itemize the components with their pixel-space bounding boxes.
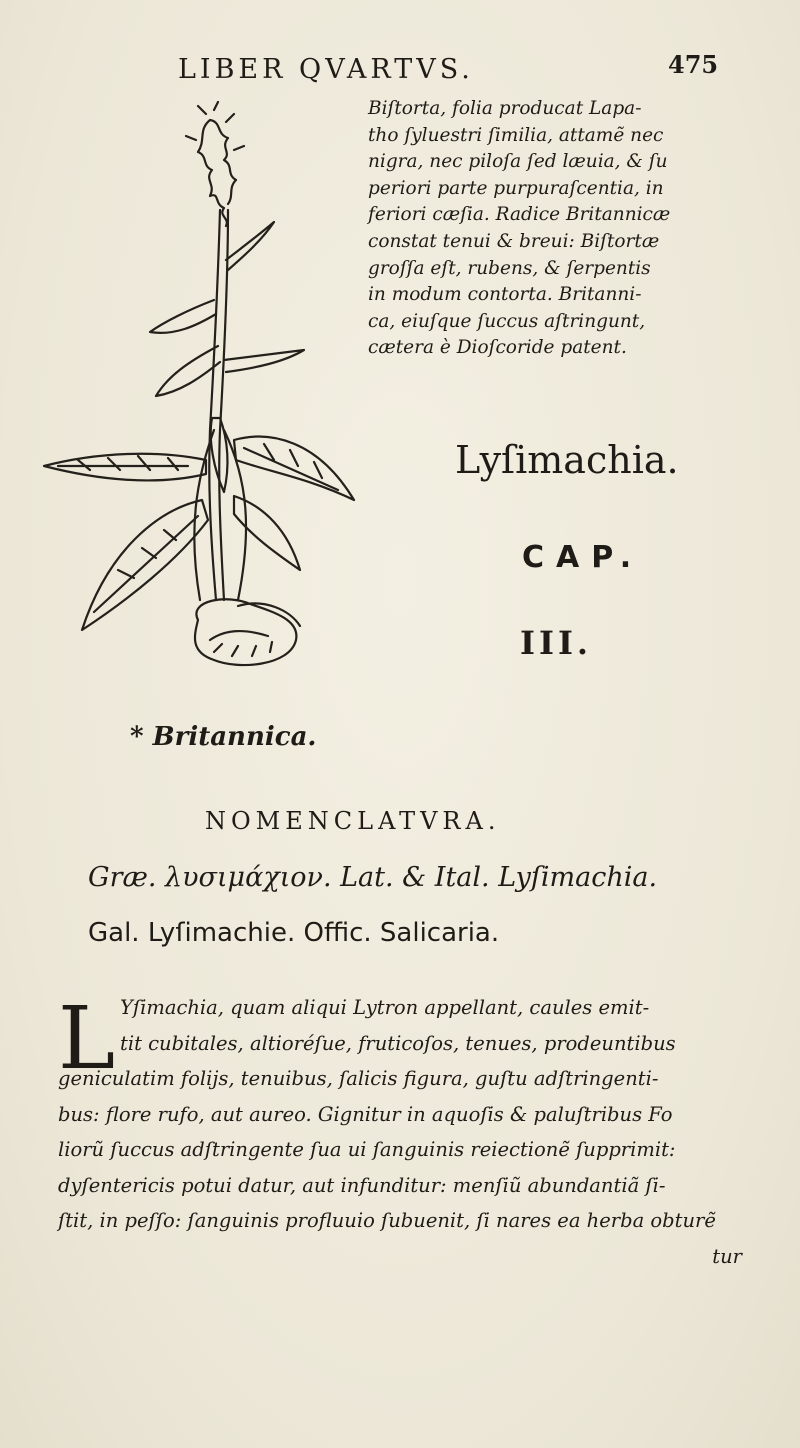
text-line: in modum contorta. Britanni-	[368, 284, 642, 306]
leaf-upper-right	[226, 222, 274, 270]
nomenclature-line: Græ. λυσιμάχιον. Lat. & Ital. Lyſimachia.	[88, 862, 658, 893]
plant-illustration	[38, 100, 364, 680]
text-line: ſtit, in peſſo: ſanguinis profluuio ſubuenit, ſi nares ea herba obturẽ	[58, 1209, 716, 1232]
nomenclature-heading: NOMENCLATVRA.	[205, 807, 501, 835]
running-header: LIBER QVARTVS.	[178, 54, 474, 85]
text-line: liorũ ſuccus adſtringente ſua ui ſanguinis reiectionẽ ſupprimit:	[58, 1138, 676, 1161]
leaf-mid-right	[234, 437, 354, 500]
text-line: bus: flore rufo, aut aureo. Gignitur in aquoſis & paluſtribus Fo	[58, 1102, 673, 1126]
drop-cap: L	[58, 989, 116, 1089]
text-line: dyſentericis potui datur, aut infunditur: menſiũ abundantiã ſi-	[58, 1173, 666, 1197]
main-stem	[209, 210, 220, 600]
flower-spike	[198, 120, 236, 226]
text-line: nigra, nec piloſa ſed læuia, & ſu	[368, 151, 668, 173]
chapter-number: III.	[520, 624, 593, 662]
text-line: geniculatim folijs, tenuibus, ſalicis figura, guſtu adſtringenti-	[58, 1067, 659, 1090]
text-line: Biſtorta, folia producat Lapa-	[368, 98, 642, 119]
text-line: tur	[712, 1244, 742, 1268]
chapter-title: Lyſimachia.	[455, 438, 679, 482]
body-text	[58, 990, 748, 1274]
top-text-block	[368, 96, 748, 362]
leaf-upper-left	[150, 300, 216, 333]
text-line: feriori cæſia. Radice Britannicæ	[368, 204, 671, 226]
text-line: constat tenui & breui: Biſtortæ	[368, 230, 660, 252]
text-line: ca, eiuſque ſuccus aſtringunt,	[368, 310, 646, 332]
text-line: groſſa eſt, rubens, & ſerpentis	[368, 257, 651, 279]
text-line: tho ſyluestri ſimilia, attamẽ nec	[368, 124, 664, 146]
nomenclature-line: Gal. Lyſimachie. Offic. Salicaria.	[88, 918, 500, 948]
text-line: tit cubitales, altioréſue, fruticoſos, tenues, prodeuntibus	[120, 1031, 676, 1055]
plant-caption: * Britannica.	[130, 722, 317, 752]
text-line: periori parte purpuraſcentia, in	[368, 177, 664, 199]
text-line: cætera è Dioſcoride patent.	[368, 337, 627, 359]
text-line: Yſimachia, quam aliqui Lytron appellant, caules emit-	[120, 996, 650, 1019]
chapter-label: CAP.	[522, 540, 644, 575]
page-number: 475	[668, 50, 719, 79]
